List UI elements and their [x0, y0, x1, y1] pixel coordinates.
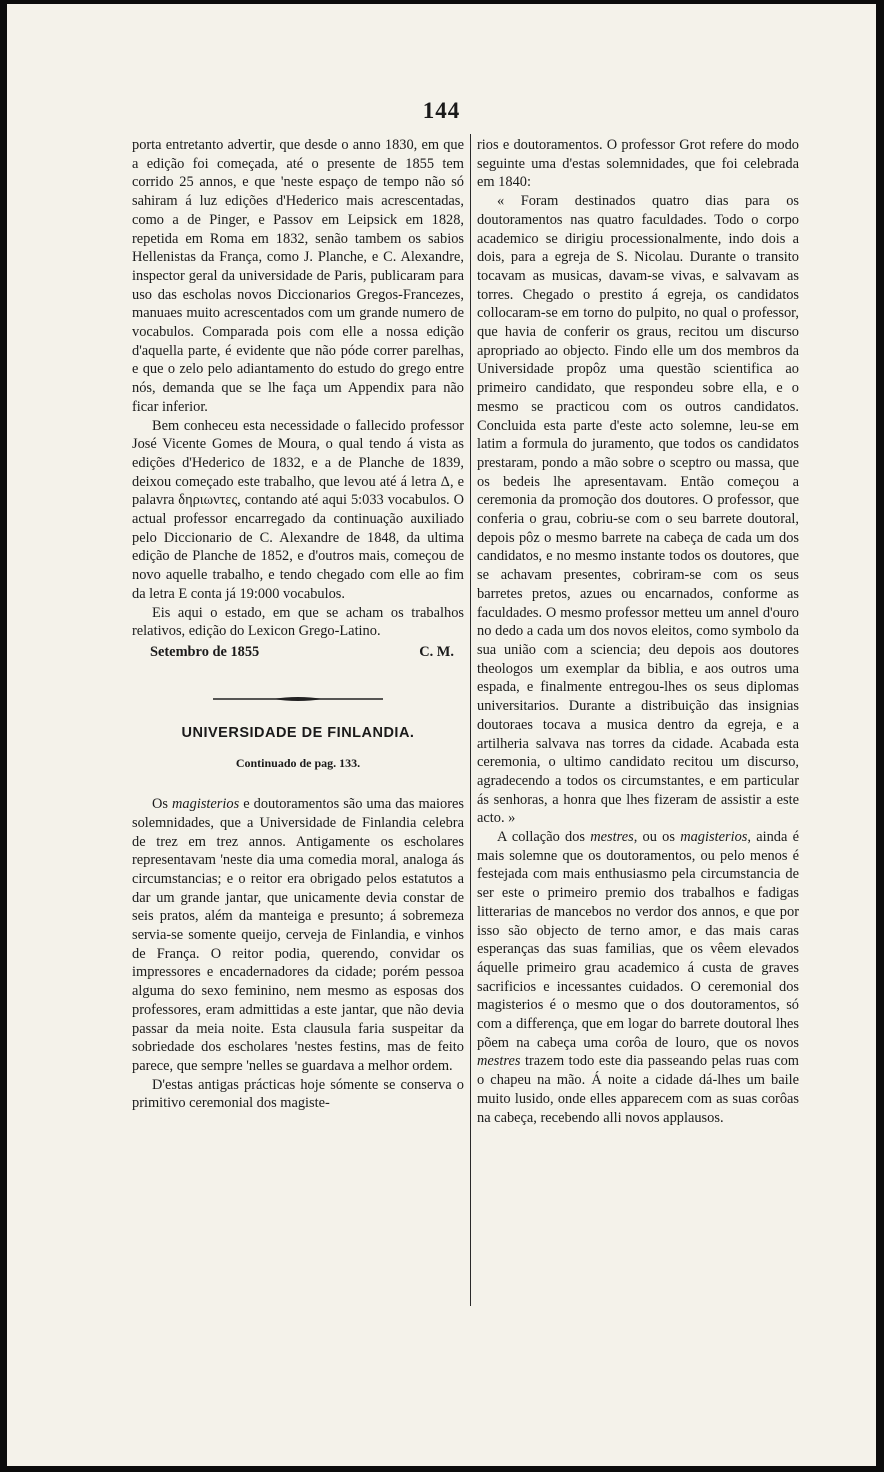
section-heading: UNIVERSIDADE DE FINLANDIA. [181, 724, 415, 741]
right-column [477, 136, 799, 1127]
left-column [132, 136, 464, 1113]
paragraph: A collação dos mestres, ou os magisterios, ainda é mais solemne que os doutoramentos, ou pelo menos é festejada com mais enthusiasmo pela circumstancia de ser este o primeiro premio dos trabalhos e fadigas litterarias de mancebos no verdor dos annos, e que por isso são objecto de terno amor, e das mais caras esperanças das suas familias, que os vêem elevados áquelle primeiro grau academico á custa de graves sacrificios e incessantes cuidados. O ceremonial dos magisterios é o mesmo que o dos doutoramentos, só com a differença, que em logar do barrete doutoral lhes põem na cabeça uma corôa de louro, que os novos mestres trazem todo este dia passeando pelas ruas com o chapeu na mão. Á noite a cidade dá-lhes um baile muito lusido, onde elles apparecem com as suas corôas na cabeça, recebendo alli novos applausos. [477, 829, 800, 1126]
column-divider [470, 134, 471, 1306]
ornamental-rule [213, 696, 383, 702]
paragraph: Bem conheceu esta necessidade o fallecido professor José Vicente Gomes de Moura, o qual tendo á vista as edições d'Hederico de 1832, e a de Planche de 1839, deixou começado este trabalho, que levou até á letra Δ, e palavra δηριωντες, contando até aqui 5:033 vocabulos. O actual professor encarregado da continuação auxiliado pelo Diccionario de C. Alexandre de 1848, da ultima edição de Planche de 1852, e d'outros mais, começou de novo aquelle trabalho, e tendo chegado com elle ao fim da letra E conta já 19:000 vocabulos. [132, 417, 464, 602]
quoted-paragraph: « Foram destinados quatro dias para os doutoramentos nas quatro faculdades. Todo o corpo academico se dirigiu processionalmente, indo dois a dois, para a egreja de S. Nicolau. Durante o transito tocavam as musicas, davam-se vivas, e salvavam as torres. Chegado o prestito á egreja, os candidatos collocaram-se em torno do pulpito, no qual o professor, que havia de conferir os graus, recitou um discurso apropriado ao objecto. Findo elle um dos membros da Universidade propôz uma questão scientifica ao primeiro candidato, que respondeu sobre ella, e o mesmo se practicou com os outros candidatos. Concluida esta parte d'este acto solemne, leu-se em latim a formula do juramento, que todos os candidatos prestaram, pondo a mão sobre o sceptro ou massa, que os bedeis lhe apresentavam. Então começou a ceremonia da promoção dos doutores. O professor, que conferia o grau, cobriu-se com o seu barrete doutoral, depois pôz o mesmo barrete na cabeça de cada um dos candidatos, e no mesmo instante todos os doutores, que se achavam presentes, cobriram-se com os seus barretes pretos, azues ou encarnados, conforme as faculdades. O mesmo professor metteu um annel d'ouro no dedo a cada um dos novos eleitos, como symbolo da sua união com a sciencia; deu depois aos doutores theologos um exemplar da biblia, e aos outros uma espada, e finalmente entregou-lhes os seus diplomas universitarios. Durante a distribuição das insignias doutoraes tocava a musica dentro da egreja, e a artilheria salvava nas torres da cidade. Acabada esta ceremonia, o ultimo candidato recitou um discurso, agradecendo a todos os circumstantes, e em particular ás senhoras, a honra que lhes fizeram de assistir a este acto. » [477, 193, 799, 827]
signature-initials: C. M. [419, 643, 454, 660]
signature-date: Setembro de 1855 [150, 643, 260, 660]
document-page [7, 4, 876, 1466]
paragraph: Eis aqui o estado, em que se acham os trabalhos relativos, edição do Lexicon Grego-Latino. [132, 604, 464, 640]
paragraph: porta entretanto advertir, que desde o anno 1830, em que a edição foi começada, até o presente de 1855 tem corrido 25 annos, e que 'neste espaço de tempo não só sahiram á luz edições d'Hederico mais acrescentadas, como a de Pinger, e Passov em Leipsick em 1828, repetida em Roma em 1832, senão tambem os sabios Hellenistas da França, como J. Planche, e C. Alexandre, inspector geral da universidade de Paris, publicaram para uso das escholas novos Diccionarios Gregos-Francezes, manuaes muito acrescentados com um grande numero de vocabulos. Comparada pois com elle a nossa edição d'aquella parte, é evidente que não póde correr parelhas, e que o zelo pelo adiantamento do estudo do grego entre nós, demanda que se lhe faça um Appendix para não ficar inferior. [132, 137, 464, 415]
paragraph: rios e doutoramentos. O professor Grot refere do modo seguinte uma d'estas solemnidades, que foi celebrada em 1840: [477, 137, 799, 191]
page-number: 144 [422, 98, 461, 123]
paragraph: D'estas antigas prácticas hoje sómente se conserva o primitivo ceremonial dos magiste- [132, 1076, 464, 1112]
signature-line [132, 643, 464, 662]
paragraph: Os magisterios e doutoramentos são uma das maiores solemnidades, que a Universidade de Finlandia celebra de trez em trez annos. Antigamente os escholares representavam 'neste dia uma comedia moral, analoga ás circumstancias; e o reitor era obrigado pelos estatutos a dar um grande jantar, que unicamente devia constar de seis pratos, além da manteiga e presunto; á sobremeza servia-se somente queijo, cerveja de Finlandia, e vinhos de França. O reitor podia, querendo, convidar os impressores e encadernadores da cidade; porém pessoa alguma do sexo feminino, nem mesmo as esposas dos professores, eram admittidas a este jantar, que não devia passar da meia noite. Esta clausula faria suspeitar da sobriedade dos escholares 'nestes festins, mas de feito parece, que sempre 'nelles se guardava a melhor ordem. [132, 796, 464, 1074]
continued-note: Continuado de pag. 133. [235, 756, 361, 771]
